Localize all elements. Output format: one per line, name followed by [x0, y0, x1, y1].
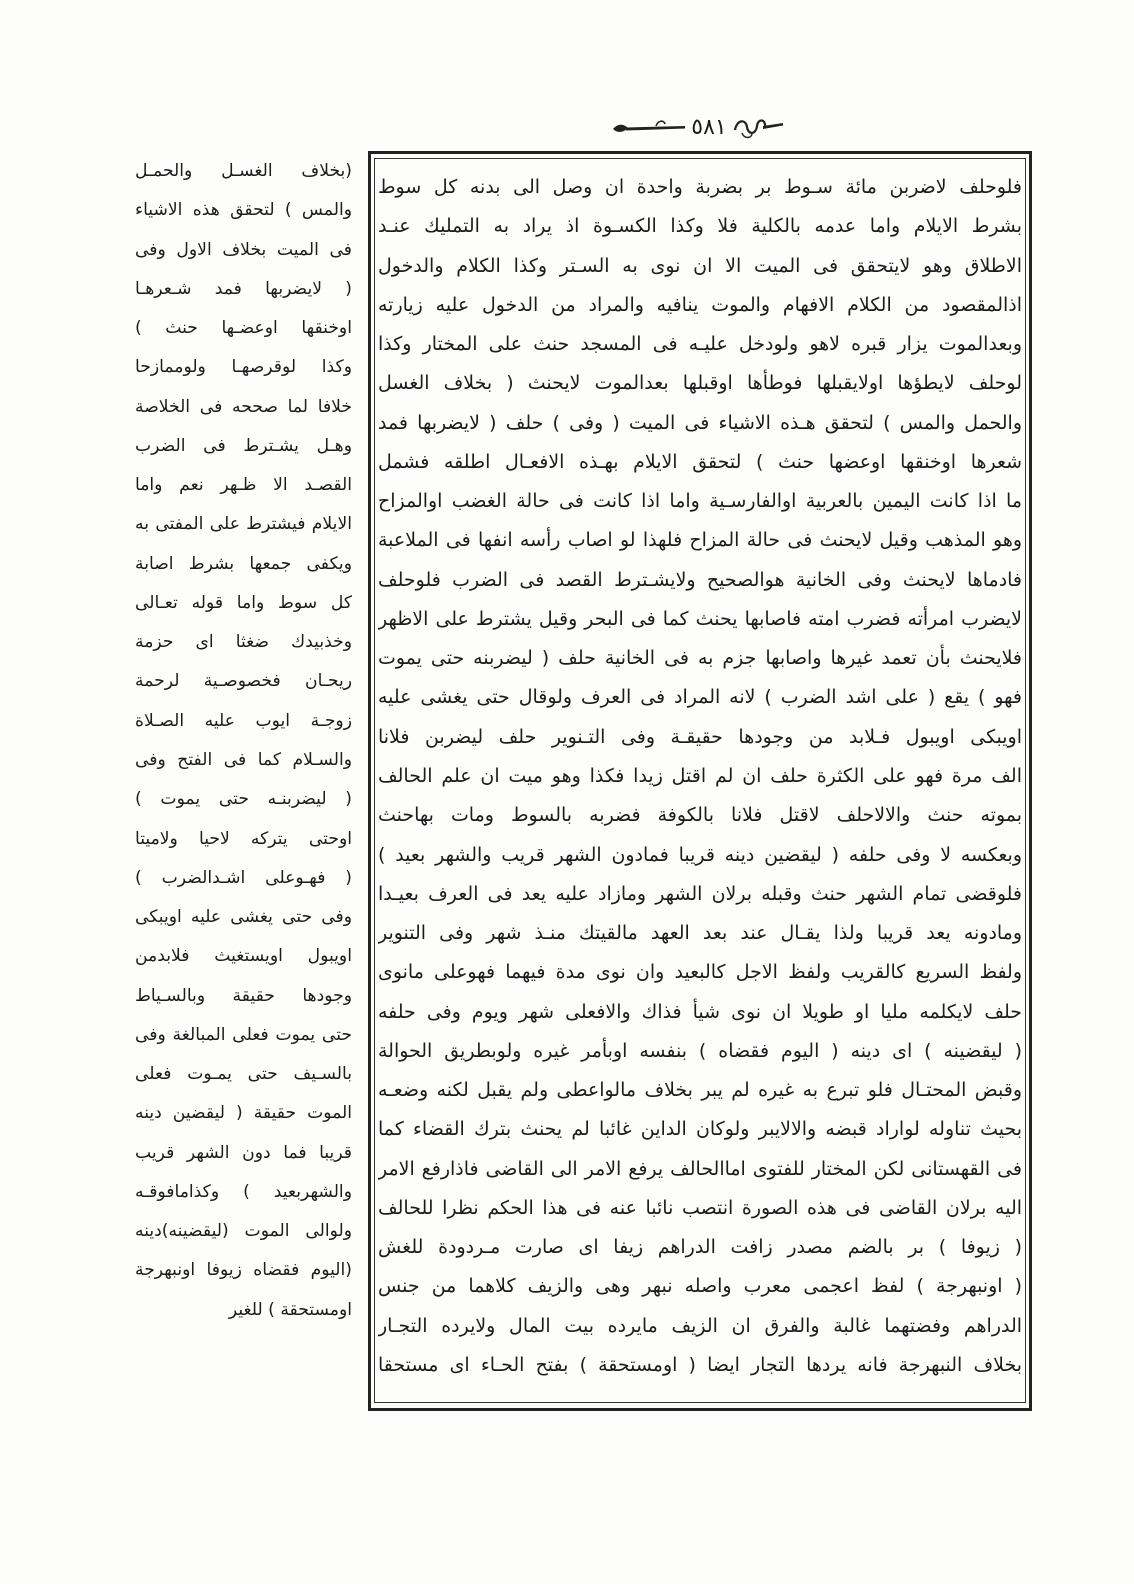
margin-note-line: وكذا لوقرصهـا ولوممازحا — [135, 357, 352, 378]
main-text-line: اويبكى اويبول فـلابد من وجودها حقيقـة وفى التـنوير حلف ليضربن فلانا — [378, 725, 1022, 748]
main-text-line: وهو المذهب وقيل لايحنث فى حالة المزاح فلهذا لو اصاب رأسه انفها فى الملاعبة — [378, 529, 1022, 552]
main-text-line: لايضرب امرأته فضرب امته فاصابها يحنث كما فى البحر وقيل يشترط على الاظهر — [378, 607, 1022, 630]
margin-note-line: الموت حقيقة ( ليقضين دينه — [135, 1103, 352, 1124]
main-text-line: وقبض المحتـال فلو تبرع به غيره لم يبر بخلاف مالواعطى ولم يقبل لكنه وضعـه — [378, 1079, 1022, 1102]
main-text-line: فى القهستانى لكن المختار للفتوى اماالحالف يرفع الامر الى القاضى فاذارفع الامر — [378, 1157, 1022, 1180]
margin-note-line: وفى حتى يغشى عليه اويبكى — [135, 907, 352, 928]
main-text-line: لوحلف لايطؤها اولايقبلها فوطأها اوقبلها بعدالموت لايحنث ( بخلاف الغسل — [378, 372, 1022, 395]
margin-note-line: الايلام فيشترط على المفتى به — [135, 514, 352, 535]
main-text-line: وبعكسه لا وفى حلفه ( ليقضين دينه قريبا فمادون الشهر قريب والشهر بعيد ) — [378, 843, 1022, 866]
main-text-line: وبعدالموت يزار قبره لاهو ولودخل عليـه فى المسجد حنث على المختار وكذا — [378, 333, 1022, 356]
margin-note-line: زوجـة ايوب عليه الصـلاة — [135, 710, 352, 731]
main-text-line: والحمل والمس ) لتحقق هـذه الاشياء فى الميت ( وفى ) حلف ( لايضربها فمد — [378, 411, 1022, 434]
main-text-line: بخلاف النبهرجة فانه يردها التجار ايضا ( اومستحقة ) بفتح الحـاء اى مستحقا — [378, 1353, 1022, 1376]
margin-note-line: القصـد الا ظـهر نعم واما — [135, 475, 352, 496]
margin-note-line: وخذبيدك ضغثا اى حزمة — [135, 632, 352, 653]
main-text-line: حلف لايكلمه مليا او طويلا ان نوى شيأ فذاك والافعلى شهر ويوم وفى حلفه — [378, 1000, 1022, 1023]
main-text-line: بحيث تناوله لواراد قبضه والالايبر ولوكان الداين غائبا لم يحنث بترك القضاء كما — [378, 1118, 1022, 1141]
margin-note-line: وجودها حقيقة وبالسـياط — [135, 985, 352, 1006]
margin-note-block — [135, 152, 352, 1330]
main-text-line: بموته حنث والالاحلف لاقتل فلانا بالكوفة فضربه بالسوط ومات بهاحنث — [378, 804, 1022, 827]
main-text-line: اذالمقصود من الكلام الافهام والموت ينافيه والمراد من الدخول عليه زيارته — [378, 293, 1022, 316]
main-text-line: الف مرة فهو على الكثرة حلف ان لم اقتل زيدا فكذا وهو ميت ان علم الحالف — [378, 764, 1022, 787]
margin-note-line: خلافا لما صححه فى الخلاصة — [135, 396, 352, 417]
margin-note-line: حتى يموت فعلى المبالغة وفى — [135, 1024, 352, 1045]
main-text-line: فادماها لايحنث وفى الخانية هوالصحيح ولايشـترط القصد فى الضرب فلوحلف — [378, 568, 1022, 591]
margin-note-line: ولوالى الموت (ليقضينه)دينه — [135, 1221, 352, 1242]
margin-note-line: اوخنقها اوعضـها حنث ) — [135, 318, 352, 339]
margin-note-line: قريبا فما دون الشهر قريب — [135, 1142, 352, 1163]
main-text-line: بشرط الايلام واما عدمه بالكلية فلا وكذا الكسـوة اذ يراد به التمليك عنـد — [378, 215, 1022, 238]
main-text-block — [378, 168, 1022, 1385]
margin-note-line: ويكفى جمعها بشرط اصابة — [135, 553, 352, 574]
margin-note-line: ( ليضربنـه حتى يموت ) — [135, 789, 352, 810]
margin-note-line: اويبول اويستغيث فلابدمن — [135, 946, 352, 967]
main-text-line: الدراهم وفضتهما غالبة والفرق ان الزيف مايرده بيت المال ولايرده التجـار — [378, 1314, 1022, 1337]
main-text-frame — [368, 151, 1032, 1411]
page-number: ٥٨١ — [691, 115, 727, 140]
margin-note-line: ( فهـوعلى اشـدالضرب ) — [135, 867, 352, 888]
main-text-line: اليه برلان القاضى فى هذه الصورة انتصب نائبا عنه فى هذا الحكم نظرا للحالف — [378, 1196, 1022, 1219]
margin-note-line: وهـل يشـترط فى الضرب — [135, 435, 352, 456]
ornament-flourish-right-icon — [732, 113, 784, 143]
main-text-line: فلوقضى تمام الشهر حنث وقبله برلان الشهر ومازاد عليه يعد فى العرف بعيـدا — [378, 882, 1022, 905]
margin-note-line: والشهربعيد ) وكذامافوقـه — [135, 1181, 352, 1202]
margin-note-line: كل سوط واما قوله تعـالى — [135, 592, 352, 613]
main-text-line: فلوحلف لاضربن مائة سـوط بر بضربة واحدة ان وصل الى بدنه كل سوط — [378, 176, 1022, 198]
margin-note-line: ريحـان فخصوصـية لرحمة — [135, 671, 352, 692]
main-text-line: ولفظ السريع كالقريب ولفظ الاجل كالبعيد وان نوى مدة فيهما فهوعلى مانوى — [378, 961, 1022, 984]
margin-note-line: بالسـيف حتى يمـوت فعلى — [135, 1064, 352, 1085]
main-text-line: ومادونه يعد قريبا ولذا يقـال عند بعد العهد مالقيتك منـذ شهر وفى التنوير — [378, 922, 1022, 945]
main-text-line: الاطلاق وهو لايتحقق فى الميت الا ان نوى به السـتر وكذا الكلام والدخول — [378, 254, 1022, 277]
margin-note-line: ( لايضربها فمد شـعرهـا — [135, 278, 352, 299]
main-text-line: ( زيوفا ) بر بالضم مصدر زافت الدراهم زيفا اى صارت مـردودة للغش — [378, 1236, 1022, 1259]
main-text-line: فلايحنث بأن تعمد غيرها واصابها جزم به فى الخانية حلف ( ليضربنه حتى يموت — [378, 647, 1022, 670]
main-text-line: فهو ) يقع ( على اشد الضرب ) لانه المراد فى العرف ولوقال حتى يغشى عليه — [378, 686, 1022, 709]
margin-note-line: فى الميت بخلاف الاول وفى — [135, 239, 352, 260]
margin-note-line: (بخلاف الغسـل والحمـل — [135, 161, 352, 181]
margin-note-line: والمس ) لتحقق هذه الاشياء — [135, 200, 352, 221]
ornament-flourish-left-icon — [612, 115, 686, 141]
main-text-line: ( ليقضينه ) اى دينه ( اليوم فقضاه ) بنفسه اوبأمر غيره ولوبطريق الحوالة — [378, 1039, 1022, 1062]
main-text-line: ما اذا كانت اليمين بالعربية اوالفارسـية واما اذا كانت فى حالة الغضب اوالمزاح — [378, 490, 1022, 513]
page-header — [612, 110, 788, 146]
margin-note-line: (اليوم فقضاه زيوفا اونبهرجة — [135, 1260, 352, 1281]
margin-note-line: اوحتى يتركه لاحيا ولاميتا — [135, 828, 352, 849]
main-text-line: ( اونبهرجة ) لفظ اعجمى معرب واصله نبهر وهى والزيف كلاهما من جنس — [378, 1275, 1022, 1298]
margin-note-line: اومستحقة ) للغير — [228, 1299, 352, 1320]
margin-note-line: والسـلام كما فى الفتح وفى — [135, 749, 352, 770]
main-text-line: شعرها اوخنقها اوعضها حنث ) لتحقق الايلام بهـذه الافعـال اطلقه فشمل — [378, 450, 1022, 473]
